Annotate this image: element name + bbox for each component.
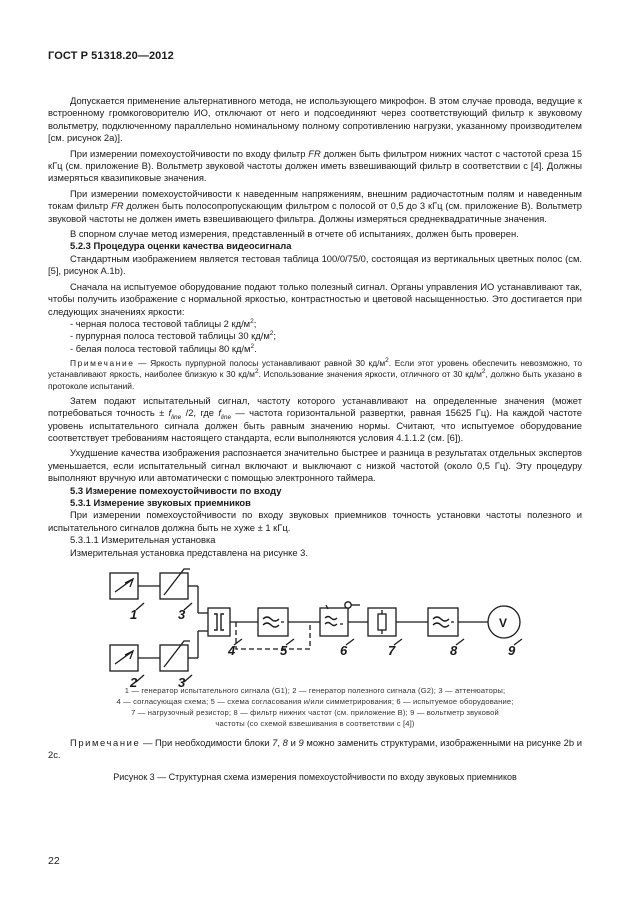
figure-legend	[48, 685, 582, 729]
block-diagram	[48, 565, 582, 688]
label-1: 1	[130, 607, 138, 623]
eut-block	[320, 608, 348, 636]
label-7: 7	[388, 643, 396, 659]
paragraph: При измерении помехоустойчивости по входу фильтр FR должен быть фильтром нижних частот с частотой среза 15 кГц (см. приложение В). Вольтметр звуковой частоты должен иметь взвешивающий фильтр в соответствии с [4]. Должны измеряться квазипиковые значения.	[48, 147, 582, 184]
page-number: 22	[48, 855, 60, 867]
voltmeter-label: V	[499, 616, 508, 631]
list-item: - пурпурная полоса тестовой таблицы 30 $кд/м^2$;	[70, 330, 277, 342]
paragraph: Стандартным изображением является тестовая таблица 100/0/75/0, состоящая из вертикальных цветных полос (см. [5], рисунок А.1b).	[48, 252, 582, 277]
figure-title: Рисунок 3 — Структурная схема измерения помехоустойчивости по входу звуковых приемников	[113, 772, 517, 783]
paragraph: Затем подают испытательный сигнал, частоту которого устанавливают на определенные значения (может потребоваться точность ± $f_{line}$ /2, где $f_{line}$ — частота горизонтальной развертки, равная 15625 Гц). На каждой частоте уровень испытательного сигнала должен быть равным значению нормы. Считают, что испытуемое оборудование соответствует требованиям настоящего стандарта, если выполняются условия 4.1.1.2 (см. [6]).	[48, 394, 583, 443]
label-2: 2	[130, 675, 138, 688]
note: Примечание — Яркость пурпурной полосы устанавливают равной 30 $кд/м^2$. Если этот уровень обеспечить невозможно, то устанавливают яркость, наиболее близкую к 30 $кд/м^2$. Использование значения яркости, отличного от 30 $кд/м^2$, должно быть указано в протоколе испытаний.	[48, 357, 583, 391]
label-8: 8	[450, 643, 458, 659]
legend-line: 7 — нагрузочный резистор; 8 — фильтр нижних частот (см. приложение В); 9 — вольтметр звуковой	[131, 708, 499, 718]
page-content	[48, 95, 582, 784]
paragraph: 5.3.1.1 Измерительная установка	[70, 534, 216, 546]
paragraph: В спорном случае метод измерения, представленный в отчете об испытаниях, должен быть проверен.	[70, 228, 519, 240]
label-9: 9	[508, 643, 516, 659]
paragraph: При измерении помехоустойчивости по входу звуковых приемников точность установки частоты полезного и испытательного сигналов должна быть не хуже ± 1 кГц.	[48, 509, 582, 533]
block-diagram-svg	[48, 565, 582, 687]
label-5: 5	[280, 643, 288, 659]
paragraph: Ухудшение качества изображения распознается значительно быстрее и разница в результатах отдельных экспертов уменьшается, если испытательный сигнал включают и выключают с низкой частотой (около 0,5 Гц). Эту процедуру выполняют вручную или автоматически с помощью электронного таймера.	[48, 447, 582, 484]
legend-line: частоты (со схемой взвешивания в соответствии с [4])	[215, 719, 415, 729]
list-item: - черная полоса тестовой таблицы 2 $кд/м^2$;	[70, 317, 257, 329]
label-3-lower: 3	[178, 675, 186, 688]
list-item: - белая полоса тестовой таблицы 80 $кд/м^2$.	[70, 342, 257, 354]
resistor-symbol	[378, 614, 386, 630]
document-header: ГОСТ Р 51318.20—2012	[48, 50, 174, 62]
label-3-upper: 3	[178, 607, 186, 623]
matching-circuit-block	[208, 608, 230, 636]
note: Примечание — При необходимости блоки 7, 8 и 9 можно заменить структурами, изображенными на рисунке 2b и 2c.	[48, 737, 582, 761]
paragraph: При измерении помехоустойчивости к наведенным напряжениям, внешним радиочастотным полям и наведенным токам фильтр FR должен быть полосопропускающим фильтром с полосой от 0,5 до 3 кГц (см. приложение В). Вольтметр звуковой частоты не должен иметь взвешивающего фильтра. Должны измеряться среднеквадратичные значения.	[48, 187, 582, 224]
legend-line: 4 — согласующая схема; 5 — схема согласования и/или симметрирования; 6 — испытуемое оборудование;	[116, 697, 514, 707]
legend-line: 1 — генератор испытательного сигнала (G1); 2 — генератор полезного сигнала (G2); 3 — аттенюаторы;	[124, 686, 506, 696]
label-4: 4	[228, 643, 236, 659]
paragraph: Допускается применение альтернативного метода, не использующего микрофон. В этом случае провода, ведущие к встроенному громкоговорителю ИО, отключают от него и подсоединяют через соответствующий фильтр к звуковому вольтметру, подключенному параллельно номинальному полному сопротивлению нагрузки, указанному производителем [см. рисунок 2а)].	[48, 95, 582, 144]
paragraph: Сначала на испытуемое оборудование подают только полезный сигнал. Органы управления ИО устанавливают так, чтобы получить изображение с нормальной яркостью, контрастностью и цветовой насыщенностью. Это достигается при следующих значениях яркости:	[48, 280, 582, 317]
section-heading: 5.2.3 Процедура оценки качества видеосигнала	[70, 240, 292, 252]
input-connector-icon	[345, 602, 351, 608]
paragraph: Измерительная установка представлена на рисунке 3.	[70, 546, 308, 558]
label-6: 6	[340, 643, 348, 659]
section-heading: 5.3.1 Измерение звуковых приемников	[70, 496, 251, 508]
section-heading: 5.3 Измерение помехоустойчивости по входу	[70, 484, 282, 496]
